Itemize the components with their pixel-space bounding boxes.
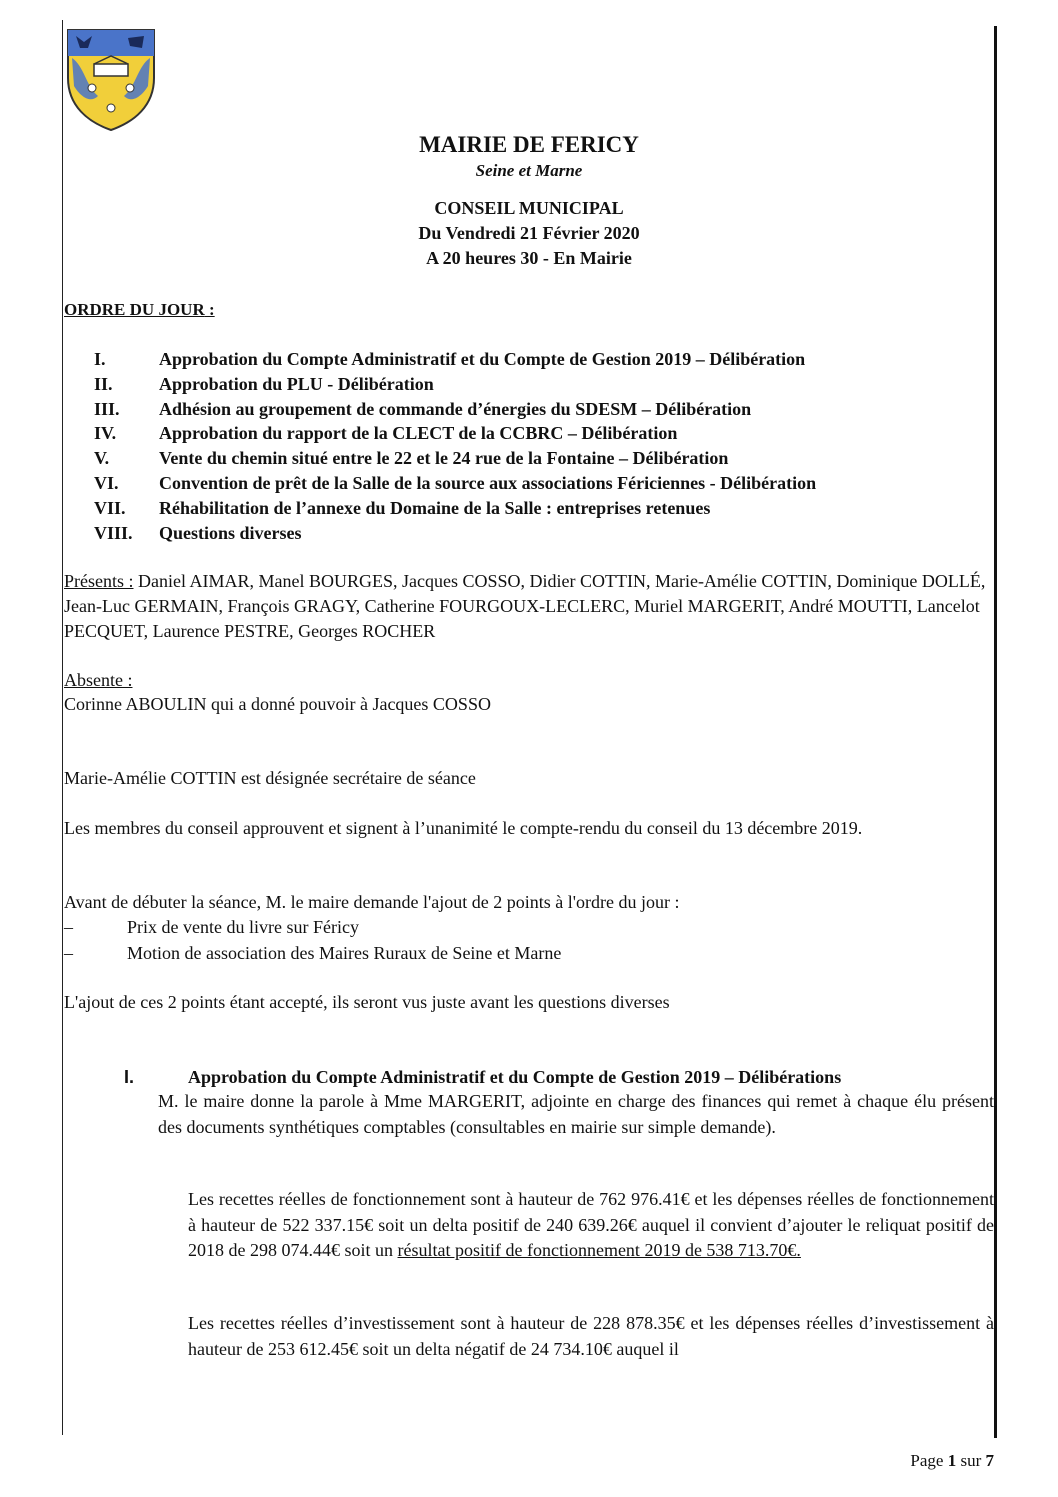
list-item: – Prix de vente du livre sur Féricy <box>64 917 359 937</box>
document-header <box>64 130 994 271</box>
section-1-intro: M. le maire donne la parole à Mme MARGERIT, adjointe en charge des finances qui remet à chaque élu présent des documents synthétiques comptables (consultables en mairie sur simple demande). <box>158 1091 994 1137</box>
present-label: Présents : <box>64 571 134 591</box>
coat-of-arms-logo <box>64 26 158 132</box>
list-item: IV. Approbation du rapport de la CLECT de la CCBRC – Délibération <box>94 423 678 444</box>
minutes-approval: Les membres du conseil approuvent et signent à l’unanimité le compte-rendu du conseil du 13 décembre 2019. <box>64 818 863 838</box>
list-item: VI. Convention de prêt de la Salle de la source aux associations Fériciennes - Délibération <box>94 472 817 493</box>
meeting-date: Du Vendredi 21 Février 2020 <box>418 223 640 243</box>
right-margin-rule <box>994 26 997 1438</box>
list-item: VIII. Questions diverses <box>94 522 302 543</box>
list-item: V. Vente du chemin situé entre le 22 et le 24 rue de la Fontaine – Délibération <box>94 448 729 469</box>
additions-accepted: L'ajout de ces 2 points étant accepté, ils seront vus juste avant les questions diverses <box>64 992 670 1012</box>
additions-list <box>64 914 964 966</box>
list-item: I. Approbation du Compte Administratif et du Compte de Gestion 2019 – Délibération <box>94 349 806 369</box>
present-members: Présents : Daniel AIMAR, Manel BOURGES, Jacques COSSO, Didier COTTIN, Marie-Amélie COTTIN, Dominique DOLLÉ, Jean-Luc GERMAIN, François GRAGY, Catherine FOURGOUX-LECLERC, Muriel MARGERIT, André MOUTTI, Lancelot PECQUET, Laurence PESTRE, Georges ROCHER <box>64 571 986 641</box>
operating-results-paragraph: Les recettes réelles de fonctionnement sont à hauteur de 762 976.41€ et les dépenses réelles de fonctionnement à hauteur de 522 337.15€ soit un delta positif de 240 639.26€ auquel il convient d’ajouter le reliquat positif de 2018 de 298 074.44€ soit un résultat positif de fonctionnement 2019 de 538 713.70€. <box>188 1189 994 1260</box>
agenda-list <box>94 347 994 545</box>
section-1-heading: I. Approbation du Compte Administratif et du Compte de Gestion 2019 – Délibérations <box>124 1067 842 1087</box>
town-hall-title: MAIRIE DE FERICY <box>419 132 639 157</box>
meeting-time-place: A 20 heures 30 - En Mairie <box>426 248 632 268</box>
absent-member: Corinne ABOULIN qui a donné pouvoir à Jacques COSSO <box>64 694 491 714</box>
council-heading: CONSEIL MUNICIPAL <box>434 198 624 218</box>
list-item: II. Approbation du PLU - Délibération <box>94 373 434 394</box>
investment-results-paragraph: Les recettes réelles d’investissement sont à hauteur de 228 878.35€ et les dépenses réelles d’investissement à hauteur de 253 612.45€ soit un delta négatif de 24 734.10€ auquel il <box>188 1313 994 1359</box>
list-item: III. Adhésion au groupement de commande d’énergies du SDESM – Délibération <box>94 398 752 419</box>
list-item: VII. Réhabilitation de l’annexe du Domaine de la Salle : entreprises retenues <box>94 497 711 518</box>
left-margin-rule <box>62 20 63 1435</box>
list-item: – Motion de association des Maires Ruraux de Seine et Marne <box>64 943 562 963</box>
additions-intro: Avant de débuter la séance, M. le maire demande l'ajout de 2 points à l'ordre du jour : <box>64 892 680 912</box>
department-subtitle: Seine et Marne <box>475 161 583 180</box>
operating-result-highlight: résultat positif de fonctionnement 2019 de 538 713.70€. <box>397 1240 801 1260</box>
secretary-designation: Marie-Amélie COTTIN est désignée secrétaire de séance <box>64 768 476 788</box>
absent-label: Absente : <box>64 670 133 690</box>
agenda-title: ORDRE DU JOUR : <box>64 300 215 319</box>
page-number: Page 1 sur 7 <box>910 1451 994 1470</box>
